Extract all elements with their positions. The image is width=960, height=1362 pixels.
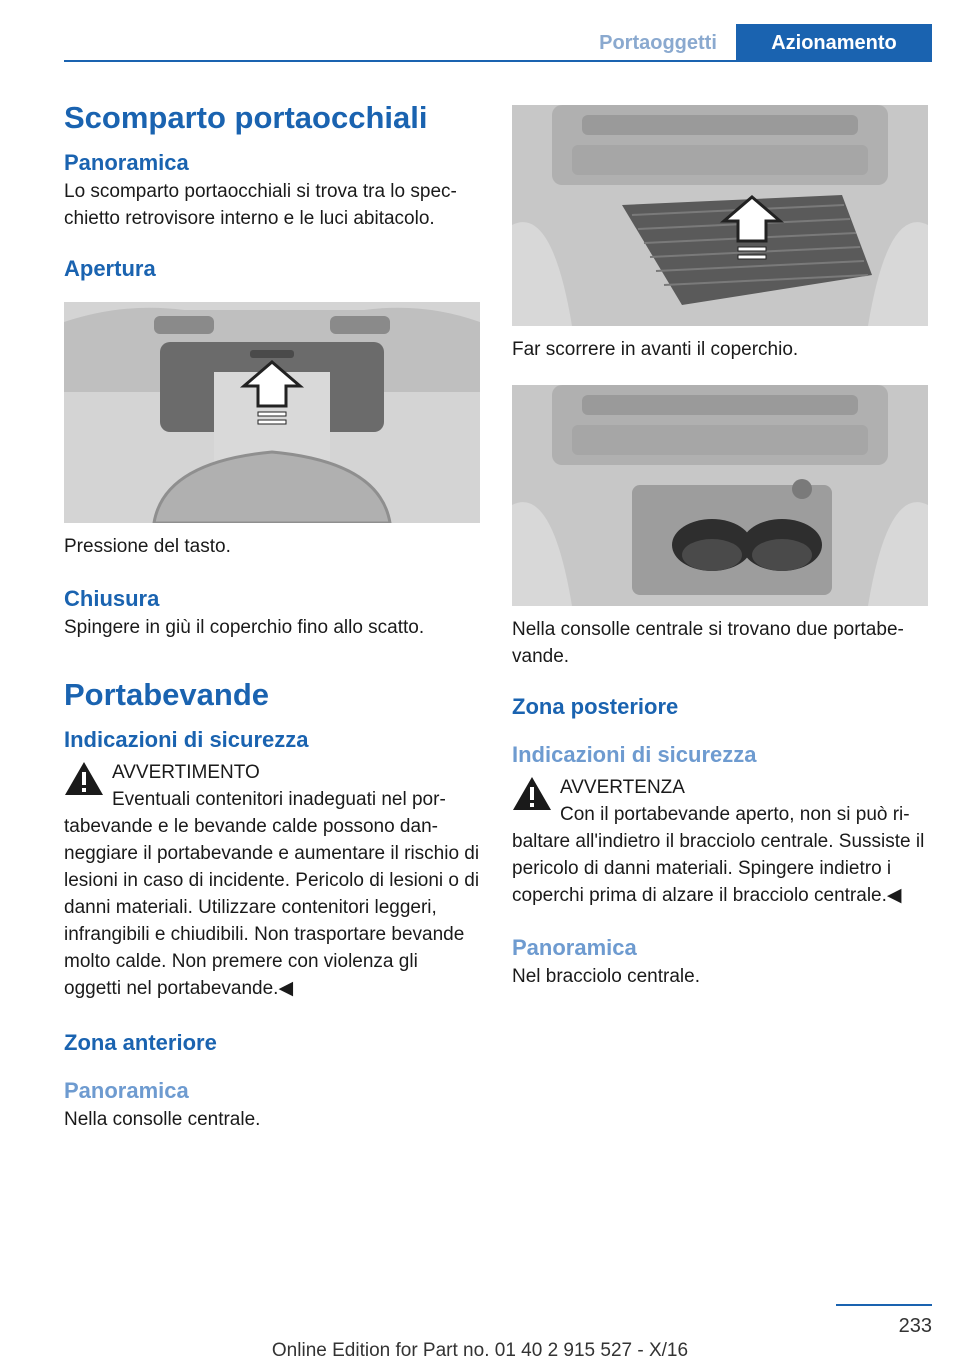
edition-text: Online Edition for Part no. 01 40 2 915 527 - X/16 [271, 1340, 689, 1361]
right-column [512, 105, 928, 990]
front-zone-heading: Zona anteriore [64, 1030, 217, 1055]
header-section-tab: Portaoggetti [599, 32, 717, 54]
left-column [64, 100, 480, 1133]
header-chapter-tab: Azionamento [736, 24, 932, 62]
figure-cupholders [512, 385, 928, 606]
opening-heading: Apertura [64, 256, 156, 281]
warning-box-right [512, 774, 928, 909]
safety-heading-left: Indicazioni di sicurezza [64, 727, 309, 752]
rear-overview-heading: Panoramica [512, 935, 637, 960]
page-title: Scomparto portaocchiali [64, 100, 428, 135]
front-overview-text: Nella consolle centrale. [64, 1109, 261, 1130]
figure1-caption: Pressione del tasto. [64, 536, 231, 557]
safety-heading-right: Indicazioni di sicurezza [512, 742, 757, 767]
warning-box-left [64, 759, 480, 1002]
front-overview-heading: Panoramica [64, 1078, 189, 1103]
figure3-caption: Nella consolle centrale si trovano due portabevande. [512, 619, 904, 667]
warning-title-left: AVVERTIMENTO [112, 762, 260, 783]
rear-zone-heading: Zona posteriore [512, 694, 679, 719]
overview-text: Lo scomparto portaocchiali si trova tra lo specchietto retrovisore interno e le luci abitacolo. [64, 181, 457, 229]
closing-text: Spingere in giù il coperchio fino allo scatto. [64, 617, 425, 638]
closing-heading: Chiusura [64, 586, 160, 611]
cupholder-title: Portabevande [64, 677, 270, 712]
warning-text-right: Con il portabevande aperto, non si può ribaltare all'indietro il bracciolo centrale. Sussiste il pericolo di danni materiali. Spingere indietro i coperchi prima di alzare il bracciolo centrale.◀ [512, 804, 925, 906]
warning-text-left: Eventuali contenitori inadeguati nel portabevande e le bevande calde possono danneggiare il portabevande e aumentare il rischio di lesioni in caso di incidente. Pericolo di lesioni o di danni materiali. Utilizzare contenitori leggeri, infrangibili e chiudibili. Non trasportare bevande molto calde. Non premere con violenza gli oggetti nel portabevande.◀ [64, 789, 480, 999]
warning-triangle-icon [512, 776, 552, 811]
footer-rule [836, 1304, 932, 1306]
page-number: 233 [898, 1315, 932, 1337]
header-rule [64, 60, 932, 62]
figure-glasses-compartment [64, 302, 480, 523]
figure-cover-slide [512, 105, 928, 326]
warning-triangle-icon [64, 761, 104, 796]
rear-overview-text: Nel bracciolo centrale. [512, 966, 700, 987]
figure2-caption: Far scorrere in avanti il coperchio. [512, 339, 799, 360]
warning-title-right: AVVERTENZA [560, 777, 685, 798]
overview-heading: Panoramica [64, 150, 189, 175]
